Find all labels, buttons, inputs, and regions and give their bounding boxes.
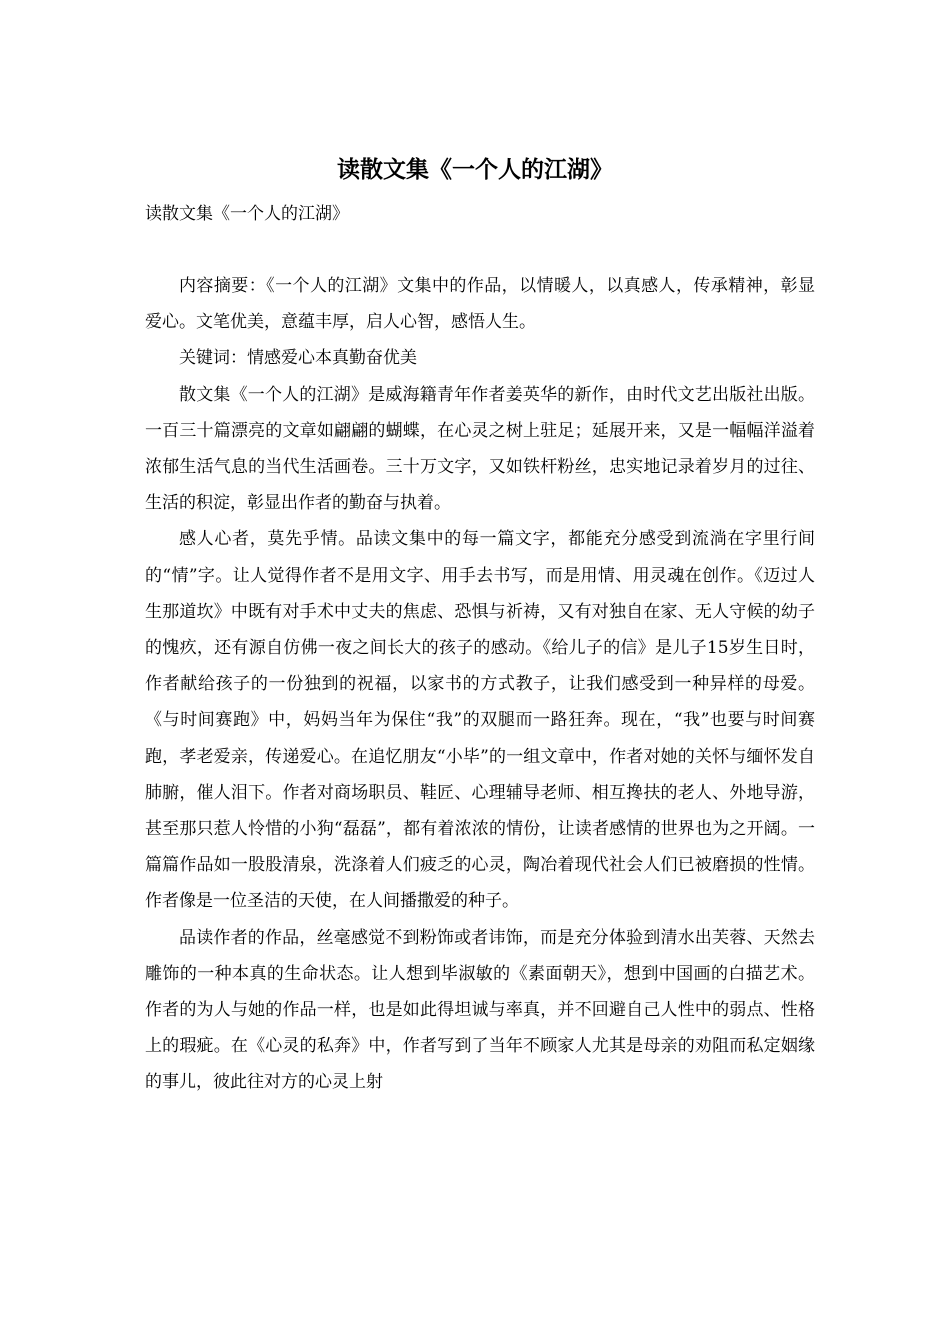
abstract-paragraph: 内容摘要：《一个人的江湖》文集中的作品，以情暖人，以真感人，传承精神，彰显爱心。文笔优美，意蕴丰厚，启人心智，感悟人生。 — [145, 276, 815, 333]
document-body — [145, 268, 815, 1101]
body-paragraph: 感人心者，莫先乎情。品读文集中的每一篇文字，都能充分感受到流淌在字里行间的“情”字。让人觉得作者不是用文字、用手去书写，而是用情、用灵魂在创作。《迈过人生那道坎》中既有对手术中丈夫的焦虑、恐惧与祈祷，又有对独自在家、无人守候的幼子的愧疚，还有源自仿佛一夜之间长大的孩子的感动。《给儿子的信》是儿子15岁生日时，作者献给孩子的一份独到的祝福，以家书的方式教子，让我们感受到一种异样的母爱。《与时间赛跑》中，妈妈当年为保住“我”的双腿而一路狂奔。现在，“我”也要与时间赛跑，孝老爱亲，传递爱心。在追忆朋友“小毕”的一组文章中，作者对她的关怀与缅怀发自肺腑，催人泪下。作者对商场职员、鞋匠、心理辅导老师、相互搀扶的老人、外地导游，甚至那只惹人怜惜的小狗“磊磊”，都有着浓浓的情份，让读者感情的世界也为之开阔。一篇篇作品如一股股清泉，洗涤着人们疲乏的心灵，陶冶着现代社会人们已被磨损的性情。作者像是一位圣洁的天使，在人间播撒爱的种子。 — [145, 529, 815, 912]
document-title: 读散文集《一个人的江湖》 — [337, 156, 613, 183]
body-paragraph: 品读作者的作品，丝毫感觉不到粉饰或者讳饰，而是充分体验到清水出芙蓉、天然去雕饰的一种本真的生命状态。让人想到毕淑敏的《素面朝天》，想到中国画的白描艺术。作者的为人与她的作品一样，也是如此得坦诚与率真，并不回避自己人性中的弱点、性格上的瑕疵。在《心灵的私奔》中，作者写到了当年不顾家人尤其是母亲的劝阻而私定姻缘的事儿，彼此往对方的心灵上射 — [145, 927, 815, 1093]
document-subtitle: 读散文集《一个人的江湖》 — [145, 204, 349, 224]
body-paragraph: 散文集《一个人的江湖》是威海籍青年作者姜英华的新作，由时代文艺出版社出版。一百三十篇漂亮的文章如翩翩的蝴蝶，在心灵之树上驻足；延展开来，又是一幅幅洋溢着浓郁生活气息的当代生活画卷。三十万文字，又如铁杆粉丝，忠实地记录着岁月的过往、生活的积淀，彰显出作者的勤奋与执着。 — [145, 384, 815, 514]
keywords-paragraph: 关键词：情感爱心本真勤奋优美 — [179, 348, 417, 369]
